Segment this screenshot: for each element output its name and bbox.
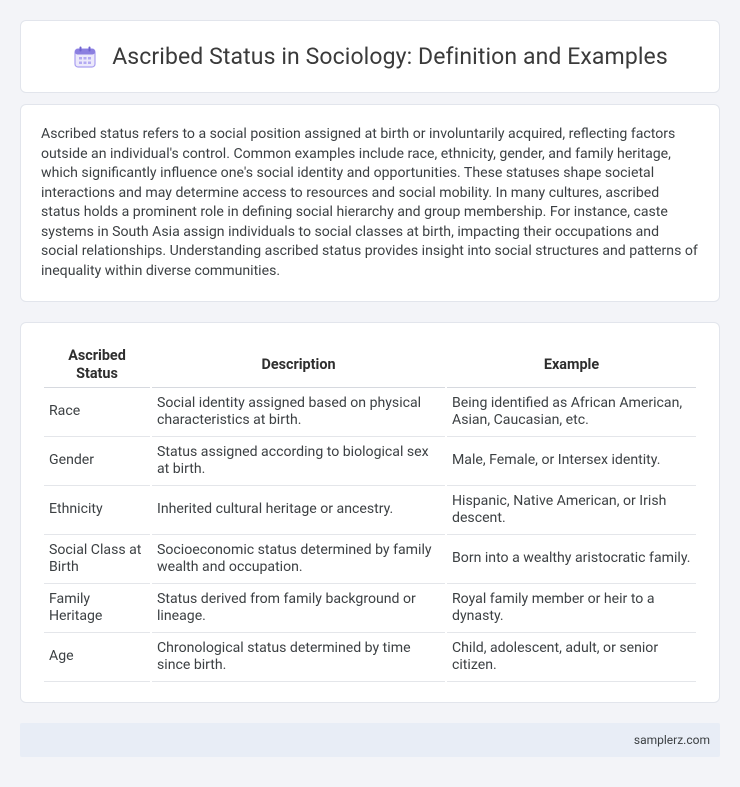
column-header-description: Description [152,343,445,388]
footer-bar [20,723,720,757]
ascribed-status-table [42,343,698,682]
table-header-row [44,343,696,388]
cell-example: Being identified as African American, Asian, Caucasian, etc. [447,388,696,437]
cell-status: Gender [44,437,150,486]
page-title: Ascribed Status in Sociology: Definition and Examples [112,43,668,70]
calendar-icon [72,44,98,70]
cell-status: Family Heritage [44,584,150,633]
cell-description: Socioeconomic status determined by family wealth and occupation. [152,535,445,584]
footer-site-link[interactable]: samplerz.com [633,733,710,747]
table-card [20,322,720,703]
cell-description: Status derived from family background or lineage. [152,584,445,633]
cell-status: Race [44,388,150,437]
cell-description: Chronological status determined by time since birth. [152,633,445,682]
title-card [20,20,720,93]
cell-description: Social identity assigned based on physical characteristics at birth. [152,388,445,437]
cell-example: Royal family member or heir to a dynasty. [447,584,696,633]
table-row [44,633,696,682]
cell-description: Status assigned according to biological sex at birth. [152,437,445,486]
table-row [44,535,696,584]
table-row [44,584,696,633]
intro-paragraph: Ascribed status refers to a social position assigned at birth or involuntarily acquired, reflecting factors outside an individual's control. Common examples include race, ethnicity, gender, and family heritage, which significantly influence one's social identity and opportunities. These statuses shape societal interactions and may determine access to resources and social mobility. In many cultures, ascribed status holds a prominent role in defining social hierarchy and group membership. For instance, caste systems in South Asia assign individuals to social classes at birth, impacting their occupations and social relationships. Understanding ascribed status provides insight into social structures and patterns of inequality within diverse communities. [41,126,698,279]
cell-description: Inherited cultural heritage or ancestry. [152,486,445,535]
column-header-status: Ascribed Status [44,343,150,388]
title-row [72,43,668,70]
table-row [44,486,696,535]
intro-card [20,104,720,302]
cell-example: Hispanic, Native American, or Irish descent. [447,486,696,535]
cell-example: Child, adolescent, adult, or senior citizen. [447,633,696,682]
column-header-example: Example [447,343,696,388]
table-row [44,388,696,437]
cell-status: Ethnicity [44,486,150,535]
cell-status: Social Class at Birth [44,535,150,584]
table-row [44,437,696,486]
cell-status: Age [44,633,150,682]
cell-example: Born into a wealthy aristocratic family. [447,535,696,584]
cell-example: Male, Female, or Intersex identity. [447,437,696,486]
